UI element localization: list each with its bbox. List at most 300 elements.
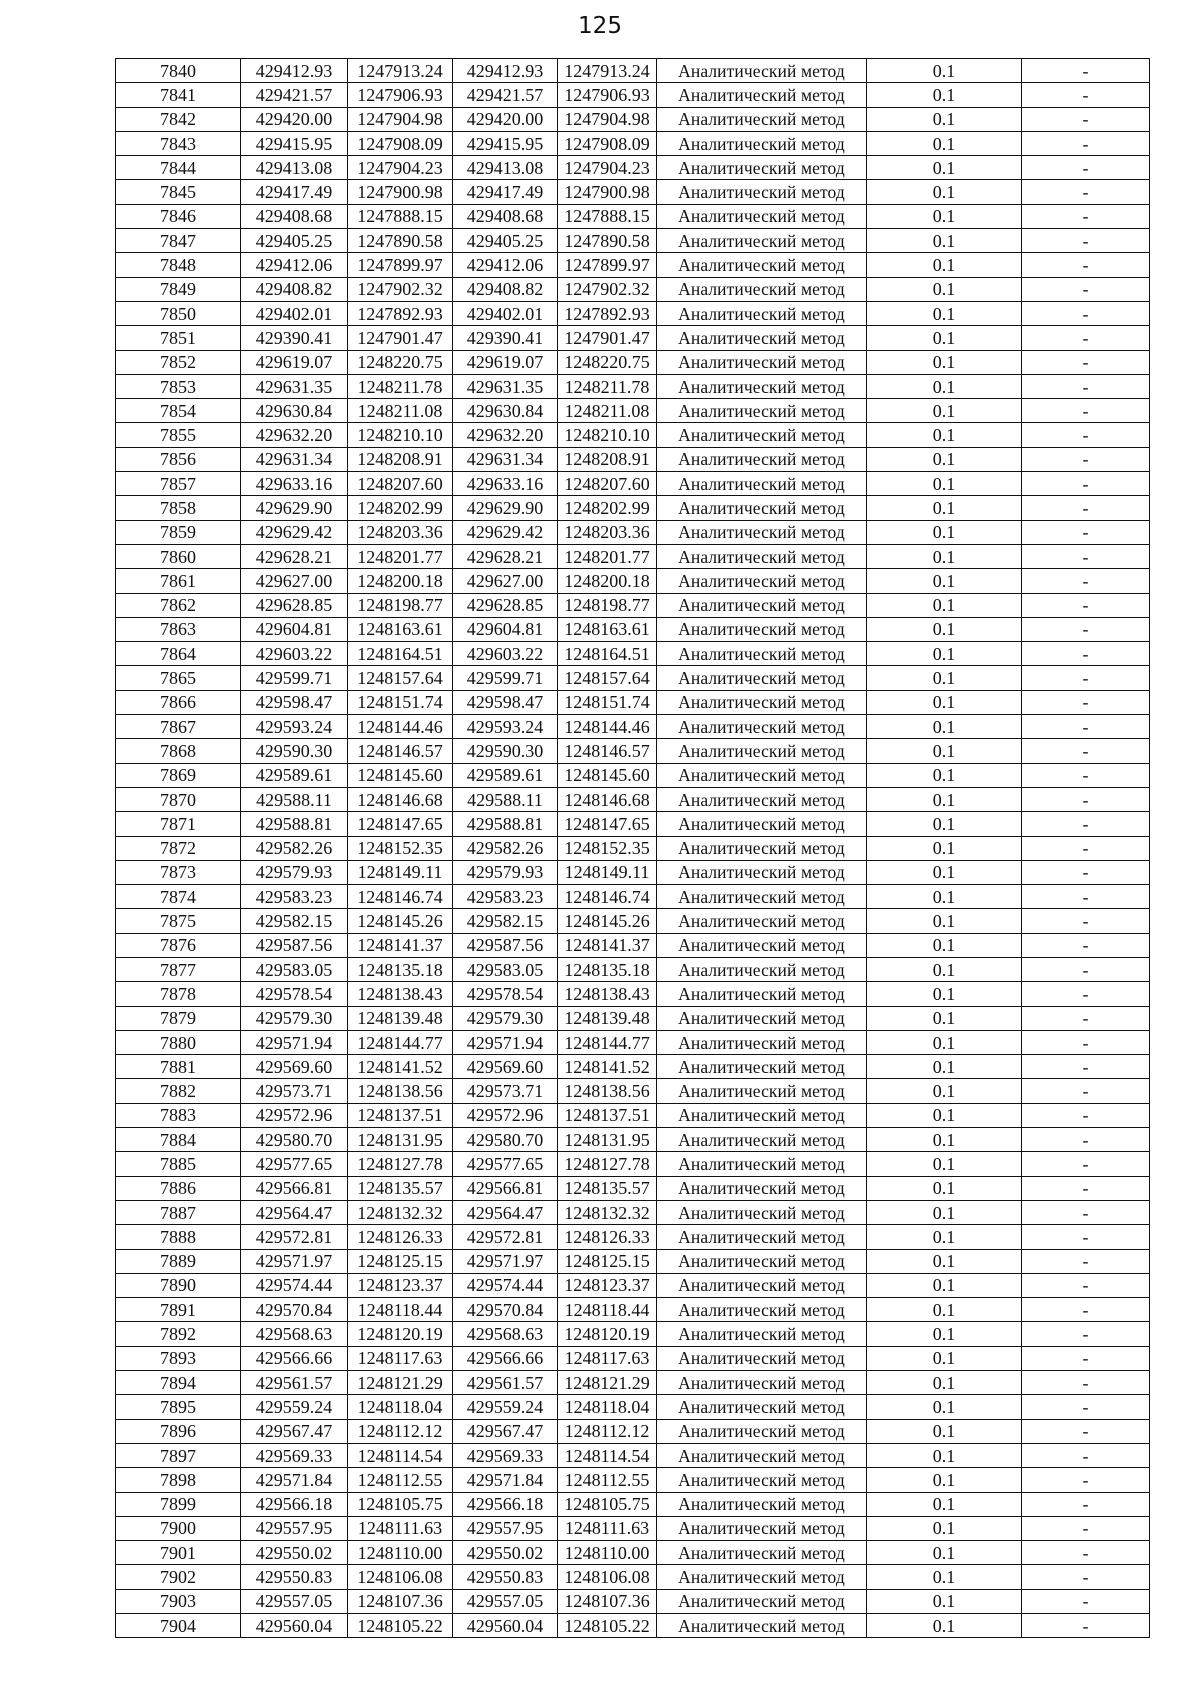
y-coordinate-cell: 1248220.75 bbox=[348, 350, 453, 374]
x-coordinate-cell: 429567.47 bbox=[241, 1419, 348, 1443]
y-coordinate-repeat-cell: 1248123.37 bbox=[558, 1273, 657, 1297]
table-row bbox=[116, 83, 1150, 107]
x-coordinate-repeat-cell: 429568.63 bbox=[453, 1322, 558, 1346]
table-row bbox=[116, 812, 1150, 836]
x-coordinate-cell: 429402.01 bbox=[241, 301, 348, 325]
y-coordinate-repeat-cell: 1248145.26 bbox=[558, 909, 657, 933]
x-coordinate-cell: 429579.30 bbox=[241, 1006, 348, 1030]
table-row bbox=[116, 617, 1150, 641]
y-coordinate-repeat-cell: 1248144.77 bbox=[558, 1030, 657, 1054]
dash-cell: - bbox=[1022, 1443, 1150, 1467]
y-coordinate-repeat-cell: 1248138.43 bbox=[558, 982, 657, 1006]
accuracy-cell: 0.1 bbox=[867, 326, 1022, 350]
x-coordinate-repeat-cell: 429590.30 bbox=[453, 739, 558, 763]
y-coordinate-cell: 1248135.57 bbox=[348, 1176, 453, 1200]
dash-cell: - bbox=[1022, 229, 1150, 253]
y-coordinate-cell: 1248201.77 bbox=[348, 544, 453, 568]
table-row bbox=[116, 1006, 1150, 1030]
y-coordinate-cell: 1248141.52 bbox=[348, 1055, 453, 1079]
method-cell: Аналитический метод bbox=[657, 690, 867, 714]
method-cell: Аналитический метод bbox=[657, 812, 867, 836]
dash-cell: - bbox=[1022, 472, 1150, 496]
y-coordinate-repeat-cell: 1248198.77 bbox=[558, 593, 657, 617]
method-cell: Аналитический метод bbox=[657, 59, 867, 83]
y-coordinate-cell: 1248203.36 bbox=[348, 520, 453, 544]
table-row bbox=[116, 909, 1150, 933]
dash-cell: - bbox=[1022, 1128, 1150, 1152]
point-number-cell: 7897 bbox=[116, 1443, 241, 1467]
accuracy-cell: 0.1 bbox=[867, 666, 1022, 690]
accuracy-cell: 0.1 bbox=[867, 1103, 1022, 1127]
method-cell: Аналитический метод bbox=[657, 1249, 867, 1273]
point-number-cell: 7894 bbox=[116, 1371, 241, 1395]
dash-cell: - bbox=[1022, 1492, 1150, 1516]
table-row bbox=[116, 277, 1150, 301]
method-cell: Аналитический метод bbox=[657, 1516, 867, 1540]
point-number-cell: 7845 bbox=[116, 180, 241, 204]
y-coordinate-repeat-cell: 1248114.54 bbox=[558, 1443, 657, 1467]
y-coordinate-cell: 1248127.78 bbox=[348, 1152, 453, 1176]
method-cell: Аналитический метод bbox=[657, 593, 867, 617]
x-coordinate-repeat-cell: 429631.34 bbox=[453, 447, 558, 471]
dash-cell: - bbox=[1022, 933, 1150, 957]
y-coordinate-repeat-cell: 1248144.46 bbox=[558, 715, 657, 739]
x-coordinate-cell: 429630.84 bbox=[241, 399, 348, 423]
y-coordinate-cell: 1247892.93 bbox=[348, 301, 453, 325]
method-cell: Аналитический метод bbox=[657, 350, 867, 374]
x-coordinate-cell: 429631.35 bbox=[241, 374, 348, 398]
x-coordinate-cell: 429578.54 bbox=[241, 982, 348, 1006]
x-coordinate-repeat-cell: 429408.82 bbox=[453, 277, 558, 301]
x-coordinate-cell: 429599.71 bbox=[241, 666, 348, 690]
y-coordinate-repeat-cell: 1248164.51 bbox=[558, 642, 657, 666]
y-coordinate-repeat-cell: 1248138.56 bbox=[558, 1079, 657, 1103]
method-cell: Аналитический метод bbox=[657, 253, 867, 277]
accuracy-cell: 0.1 bbox=[867, 1419, 1022, 1443]
x-coordinate-repeat-cell: 429567.47 bbox=[453, 1419, 558, 1443]
dash-cell: - bbox=[1022, 156, 1150, 180]
accuracy-cell: 0.1 bbox=[867, 374, 1022, 398]
x-coordinate-cell: 429405.25 bbox=[241, 229, 348, 253]
dash-cell: - bbox=[1022, 1468, 1150, 1492]
point-number-cell: 7882 bbox=[116, 1079, 241, 1103]
y-coordinate-cell: 1248111.63 bbox=[348, 1516, 453, 1540]
table-row bbox=[116, 472, 1150, 496]
dash-cell: - bbox=[1022, 1565, 1150, 1589]
x-coordinate-cell: 429582.26 bbox=[241, 836, 348, 860]
y-coordinate-repeat-cell: 1248163.61 bbox=[558, 617, 657, 641]
method-cell: Аналитический метод bbox=[657, 1225, 867, 1249]
y-coordinate-cell: 1248105.22 bbox=[348, 1614, 453, 1638]
x-coordinate-cell: 429572.81 bbox=[241, 1225, 348, 1249]
table-row bbox=[116, 1614, 1150, 1638]
accuracy-cell: 0.1 bbox=[867, 1055, 1022, 1079]
accuracy-cell: 0.1 bbox=[867, 277, 1022, 301]
x-coordinate-cell: 429604.81 bbox=[241, 617, 348, 641]
y-coordinate-cell: 1248121.29 bbox=[348, 1371, 453, 1395]
table-row bbox=[116, 1371, 1150, 1395]
y-coordinate-cell: 1247899.97 bbox=[348, 253, 453, 277]
table-row bbox=[116, 1200, 1150, 1224]
x-coordinate-cell: 429629.42 bbox=[241, 520, 348, 544]
method-cell: Аналитический метод bbox=[657, 1395, 867, 1419]
dash-cell: - bbox=[1022, 836, 1150, 860]
point-number-cell: 7891 bbox=[116, 1298, 241, 1322]
y-coordinate-cell: 1248106.08 bbox=[348, 1565, 453, 1589]
y-coordinate-cell: 1248144.77 bbox=[348, 1030, 453, 1054]
x-coordinate-cell: 429408.68 bbox=[241, 204, 348, 228]
y-coordinate-cell: 1248107.36 bbox=[348, 1589, 453, 1613]
y-coordinate-cell: 1248211.08 bbox=[348, 399, 453, 423]
dash-cell: - bbox=[1022, 1419, 1150, 1443]
y-coordinate-repeat-cell: 1248135.18 bbox=[558, 957, 657, 981]
y-coordinate-repeat-cell: 1248117.63 bbox=[558, 1346, 657, 1370]
table-row bbox=[116, 1225, 1150, 1249]
x-coordinate-repeat-cell: 429583.05 bbox=[453, 957, 558, 981]
x-coordinate-repeat-cell: 429589.61 bbox=[453, 763, 558, 787]
point-number-cell: 7840 bbox=[116, 59, 241, 83]
y-coordinate-cell: 1248145.26 bbox=[348, 909, 453, 933]
y-coordinate-cell: 1247901.47 bbox=[348, 326, 453, 350]
dash-cell: - bbox=[1022, 1589, 1150, 1613]
accuracy-cell: 0.1 bbox=[867, 957, 1022, 981]
x-coordinate-repeat-cell: 429417.49 bbox=[453, 180, 558, 204]
accuracy-cell: 0.1 bbox=[867, 1128, 1022, 1152]
table-row bbox=[116, 59, 1150, 83]
accuracy-cell: 0.1 bbox=[867, 1395, 1022, 1419]
accuracy-cell: 0.1 bbox=[867, 472, 1022, 496]
x-coordinate-repeat-cell: 429550.02 bbox=[453, 1541, 558, 1565]
x-coordinate-cell: 429633.16 bbox=[241, 472, 348, 496]
x-coordinate-cell: 429587.56 bbox=[241, 933, 348, 957]
table-row bbox=[116, 131, 1150, 155]
dash-cell: - bbox=[1022, 1176, 1150, 1200]
x-coordinate-cell: 429569.33 bbox=[241, 1443, 348, 1467]
dash-cell: - bbox=[1022, 520, 1150, 544]
x-coordinate-cell: 429550.02 bbox=[241, 1541, 348, 1565]
x-coordinate-cell: 429420.00 bbox=[241, 107, 348, 131]
method-cell: Аналитический метод bbox=[657, 277, 867, 301]
point-number-cell: 7854 bbox=[116, 399, 241, 423]
table-row bbox=[116, 1249, 1150, 1273]
method-cell: Аналитический метод bbox=[657, 1371, 867, 1395]
dash-cell: - bbox=[1022, 812, 1150, 836]
method-cell: Аналитический метод bbox=[657, 982, 867, 1006]
y-coordinate-cell: 1248110.00 bbox=[348, 1541, 453, 1565]
x-coordinate-cell: 429557.05 bbox=[241, 1589, 348, 1613]
x-coordinate-cell: 429590.30 bbox=[241, 739, 348, 763]
table-row bbox=[116, 204, 1150, 228]
accuracy-cell: 0.1 bbox=[867, 836, 1022, 860]
dash-cell: - bbox=[1022, 1055, 1150, 1079]
x-coordinate-cell: 429413.08 bbox=[241, 156, 348, 180]
point-number-cell: 7843 bbox=[116, 131, 241, 155]
method-cell: Аналитический метод bbox=[657, 1103, 867, 1127]
x-coordinate-cell: 429583.05 bbox=[241, 957, 348, 981]
table-row bbox=[116, 1541, 1150, 1565]
accuracy-cell: 0.1 bbox=[867, 1249, 1022, 1273]
point-number-cell: 7874 bbox=[116, 885, 241, 909]
point-number-cell: 7863 bbox=[116, 617, 241, 641]
method-cell: Аналитический метод bbox=[657, 1079, 867, 1103]
y-coordinate-repeat-cell: 1248220.75 bbox=[558, 350, 657, 374]
x-coordinate-cell: 429628.21 bbox=[241, 544, 348, 568]
point-number-cell: 7869 bbox=[116, 763, 241, 787]
y-coordinate-cell: 1248144.46 bbox=[348, 715, 453, 739]
y-coordinate-cell: 1248211.78 bbox=[348, 374, 453, 398]
x-coordinate-repeat-cell: 429415.95 bbox=[453, 131, 558, 155]
x-coordinate-repeat-cell: 429627.00 bbox=[453, 569, 558, 593]
y-coordinate-repeat-cell: 1248211.78 bbox=[558, 374, 657, 398]
dash-cell: - bbox=[1022, 617, 1150, 641]
accuracy-cell: 0.1 bbox=[867, 496, 1022, 520]
x-coordinate-repeat-cell: 429413.08 bbox=[453, 156, 558, 180]
y-coordinate-repeat-cell: 1247904.98 bbox=[558, 107, 657, 131]
y-coordinate-cell: 1248157.64 bbox=[348, 666, 453, 690]
x-coordinate-cell: 429582.15 bbox=[241, 909, 348, 933]
table-row bbox=[116, 763, 1150, 787]
y-coordinate-repeat-cell: 1248121.29 bbox=[558, 1371, 657, 1395]
dash-cell: - bbox=[1022, 496, 1150, 520]
x-coordinate-cell: 429564.47 bbox=[241, 1200, 348, 1224]
accuracy-cell: 0.1 bbox=[867, 860, 1022, 884]
y-coordinate-cell: 1248141.37 bbox=[348, 933, 453, 957]
x-coordinate-repeat-cell: 429628.21 bbox=[453, 544, 558, 568]
y-coordinate-cell: 1248118.04 bbox=[348, 1395, 453, 1419]
x-coordinate-cell: 429415.95 bbox=[241, 131, 348, 155]
y-coordinate-cell: 1248117.63 bbox=[348, 1346, 453, 1370]
x-coordinate-cell: 429412.06 bbox=[241, 253, 348, 277]
x-coordinate-repeat-cell: 429566.81 bbox=[453, 1176, 558, 1200]
x-coordinate-cell: 429628.85 bbox=[241, 593, 348, 617]
y-coordinate-repeat-cell: 1248125.15 bbox=[558, 1249, 657, 1273]
table-row bbox=[116, 593, 1150, 617]
y-coordinate-cell: 1247906.93 bbox=[348, 83, 453, 107]
dash-cell: - bbox=[1022, 399, 1150, 423]
point-number-cell: 7868 bbox=[116, 739, 241, 763]
x-coordinate-repeat-cell: 429408.68 bbox=[453, 204, 558, 228]
y-coordinate-repeat-cell: 1248210.10 bbox=[558, 423, 657, 447]
x-coordinate-repeat-cell: 429583.23 bbox=[453, 885, 558, 909]
table-row bbox=[116, 301, 1150, 325]
x-coordinate-repeat-cell: 429577.65 bbox=[453, 1152, 558, 1176]
y-coordinate-cell: 1247908.09 bbox=[348, 131, 453, 155]
point-number-cell: 7857 bbox=[116, 472, 241, 496]
method-cell: Аналитический метод bbox=[657, 1200, 867, 1224]
y-coordinate-repeat-cell: 1248141.37 bbox=[558, 933, 657, 957]
dash-cell: - bbox=[1022, 1249, 1150, 1273]
x-coordinate-repeat-cell: 429564.47 bbox=[453, 1200, 558, 1224]
y-coordinate-repeat-cell: 1248127.78 bbox=[558, 1152, 657, 1176]
accuracy-cell: 0.1 bbox=[867, 301, 1022, 325]
x-coordinate-cell: 429412.93 bbox=[241, 59, 348, 83]
table-row bbox=[116, 642, 1150, 666]
table-row bbox=[116, 666, 1150, 690]
x-coordinate-repeat-cell: 429629.90 bbox=[453, 496, 558, 520]
x-coordinate-repeat-cell: 429593.24 bbox=[453, 715, 558, 739]
accuracy-cell: 0.1 bbox=[867, 350, 1022, 374]
accuracy-cell: 0.1 bbox=[867, 885, 1022, 909]
x-coordinate-cell: 429550.83 bbox=[241, 1565, 348, 1589]
method-cell: Аналитический метод bbox=[657, 666, 867, 690]
point-number-cell: 7865 bbox=[116, 666, 241, 690]
point-number-cell: 7893 bbox=[116, 1346, 241, 1370]
y-coordinate-cell: 1248208.91 bbox=[348, 447, 453, 471]
y-coordinate-repeat-cell: 1248202.99 bbox=[558, 496, 657, 520]
dash-cell: - bbox=[1022, 1371, 1150, 1395]
y-coordinate-cell: 1248132.32 bbox=[348, 1200, 453, 1224]
method-cell: Аналитический метод bbox=[657, 836, 867, 860]
x-coordinate-cell: 429577.65 bbox=[241, 1152, 348, 1176]
table-row bbox=[116, 1152, 1150, 1176]
y-coordinate-cell: 1247904.98 bbox=[348, 107, 453, 131]
x-coordinate-cell: 429629.90 bbox=[241, 496, 348, 520]
dash-cell: - bbox=[1022, 301, 1150, 325]
x-coordinate-repeat-cell: 429569.33 bbox=[453, 1443, 558, 1467]
y-coordinate-repeat-cell: 1248149.11 bbox=[558, 860, 657, 884]
x-coordinate-cell: 429417.49 bbox=[241, 180, 348, 204]
table-row bbox=[116, 544, 1150, 568]
y-coordinate-cell: 1248145.60 bbox=[348, 763, 453, 787]
method-cell: Аналитический метод bbox=[657, 204, 867, 228]
dash-cell: - bbox=[1022, 277, 1150, 301]
x-coordinate-cell: 429570.84 bbox=[241, 1298, 348, 1322]
point-number-cell: 7871 bbox=[116, 812, 241, 836]
accuracy-cell: 0.1 bbox=[867, 642, 1022, 666]
dash-cell: - bbox=[1022, 131, 1150, 155]
dash-cell: - bbox=[1022, 1273, 1150, 1297]
dash-cell: - bbox=[1022, 957, 1150, 981]
table-row bbox=[116, 253, 1150, 277]
x-coordinate-repeat-cell: 429566.18 bbox=[453, 1492, 558, 1516]
x-coordinate-cell: 429571.94 bbox=[241, 1030, 348, 1054]
point-number-cell: 7884 bbox=[116, 1128, 241, 1152]
y-coordinate-repeat-cell: 1248112.12 bbox=[558, 1419, 657, 1443]
x-coordinate-cell: 429571.97 bbox=[241, 1249, 348, 1273]
accuracy-cell: 0.1 bbox=[867, 83, 1022, 107]
x-coordinate-cell: 429569.60 bbox=[241, 1055, 348, 1079]
dash-cell: - bbox=[1022, 59, 1150, 83]
y-coordinate-cell: 1248202.99 bbox=[348, 496, 453, 520]
method-cell: Аналитический метод bbox=[657, 1541, 867, 1565]
method-cell: Аналитический метод bbox=[657, 180, 867, 204]
y-coordinate-repeat-cell: 1247908.09 bbox=[558, 131, 657, 155]
table-body bbox=[116, 59, 1150, 1638]
point-number-cell: 7873 bbox=[116, 860, 241, 884]
point-number-cell: 7895 bbox=[116, 1395, 241, 1419]
method-cell: Аналитический метод bbox=[657, 131, 867, 155]
x-coordinate-cell: 429421.57 bbox=[241, 83, 348, 107]
dash-cell: - bbox=[1022, 1298, 1150, 1322]
point-number-cell: 7847 bbox=[116, 229, 241, 253]
y-coordinate-cell: 1247902.32 bbox=[348, 277, 453, 301]
x-coordinate-cell: 429619.07 bbox=[241, 350, 348, 374]
point-number-cell: 7864 bbox=[116, 642, 241, 666]
y-coordinate-cell: 1248105.75 bbox=[348, 1492, 453, 1516]
y-coordinate-cell: 1248210.10 bbox=[348, 423, 453, 447]
point-number-cell: 7862 bbox=[116, 593, 241, 617]
x-coordinate-repeat-cell: 429420.00 bbox=[453, 107, 558, 131]
y-coordinate-cell: 1247890.58 bbox=[348, 229, 453, 253]
y-coordinate-cell: 1247904.23 bbox=[348, 156, 453, 180]
table-row bbox=[116, 1492, 1150, 1516]
method-cell: Аналитический метод bbox=[657, 156, 867, 180]
x-coordinate-repeat-cell: 429579.93 bbox=[453, 860, 558, 884]
method-cell: Аналитический метод bbox=[657, 1589, 867, 1613]
accuracy-cell: 0.1 bbox=[867, 131, 1022, 155]
x-coordinate-cell: 429560.04 bbox=[241, 1614, 348, 1638]
dash-cell: - bbox=[1022, 180, 1150, 204]
table-row bbox=[116, 1322, 1150, 1346]
y-coordinate-repeat-cell: 1248203.36 bbox=[558, 520, 657, 544]
method-cell: Аналитический метод bbox=[657, 107, 867, 131]
y-coordinate-cell: 1248137.51 bbox=[348, 1103, 453, 1127]
table-row bbox=[116, 180, 1150, 204]
point-number-cell: 7899 bbox=[116, 1492, 241, 1516]
accuracy-cell: 0.1 bbox=[867, 520, 1022, 544]
y-coordinate-cell: 1248131.95 bbox=[348, 1128, 453, 1152]
point-number-cell: 7850 bbox=[116, 301, 241, 325]
point-number-cell: 7875 bbox=[116, 909, 241, 933]
y-coordinate-repeat-cell: 1248208.91 bbox=[558, 447, 657, 471]
y-coordinate-repeat-cell: 1248105.75 bbox=[558, 1492, 657, 1516]
accuracy-cell: 0.1 bbox=[867, 1030, 1022, 1054]
point-number-cell: 7881 bbox=[116, 1055, 241, 1079]
y-coordinate-cell: 1248147.65 bbox=[348, 812, 453, 836]
dash-cell: - bbox=[1022, 326, 1150, 350]
accuracy-cell: 0.1 bbox=[867, 715, 1022, 739]
point-number-cell: 7903 bbox=[116, 1589, 241, 1613]
y-coordinate-repeat-cell: 1247902.32 bbox=[558, 277, 657, 301]
method-cell: Аналитический метод bbox=[657, 1346, 867, 1370]
accuracy-cell: 0.1 bbox=[867, 180, 1022, 204]
x-coordinate-repeat-cell: 429604.81 bbox=[453, 617, 558, 641]
method-cell: Аналитический метод bbox=[657, 739, 867, 763]
method-cell: Аналитический метод bbox=[657, 326, 867, 350]
accuracy-cell: 0.1 bbox=[867, 253, 1022, 277]
method-cell: Аналитический метод bbox=[657, 1468, 867, 1492]
point-number-cell: 7867 bbox=[116, 715, 241, 739]
point-number-cell: 7885 bbox=[116, 1152, 241, 1176]
y-coordinate-repeat-cell: 1248131.95 bbox=[558, 1128, 657, 1152]
x-coordinate-cell: 429631.34 bbox=[241, 447, 348, 471]
y-coordinate-repeat-cell: 1248207.60 bbox=[558, 472, 657, 496]
point-number-cell: 7856 bbox=[116, 447, 241, 471]
table-row bbox=[116, 447, 1150, 471]
accuracy-cell: 0.1 bbox=[867, 690, 1022, 714]
table-row bbox=[116, 982, 1150, 1006]
dash-cell: - bbox=[1022, 1516, 1150, 1540]
accuracy-cell: 0.1 bbox=[867, 204, 1022, 228]
dash-cell: - bbox=[1022, 544, 1150, 568]
accuracy-cell: 0.1 bbox=[867, 933, 1022, 957]
method-cell: Аналитический метод bbox=[657, 229, 867, 253]
accuracy-cell: 0.1 bbox=[867, 544, 1022, 568]
method-cell: Аналитический метод bbox=[657, 1298, 867, 1322]
point-number-cell: 7858 bbox=[116, 496, 241, 520]
point-number-cell: 7841 bbox=[116, 83, 241, 107]
y-coordinate-repeat-cell: 1248211.08 bbox=[558, 399, 657, 423]
accuracy-cell: 0.1 bbox=[867, 156, 1022, 180]
x-coordinate-cell: 429574.44 bbox=[241, 1273, 348, 1297]
point-number-cell: 7879 bbox=[116, 1006, 241, 1030]
x-coordinate-repeat-cell: 429572.81 bbox=[453, 1225, 558, 1249]
x-coordinate-repeat-cell: 429599.71 bbox=[453, 666, 558, 690]
dash-cell: - bbox=[1022, 1006, 1150, 1030]
method-cell: Аналитический метод bbox=[657, 642, 867, 666]
x-coordinate-repeat-cell: 429412.06 bbox=[453, 253, 558, 277]
accuracy-cell: 0.1 bbox=[867, 569, 1022, 593]
